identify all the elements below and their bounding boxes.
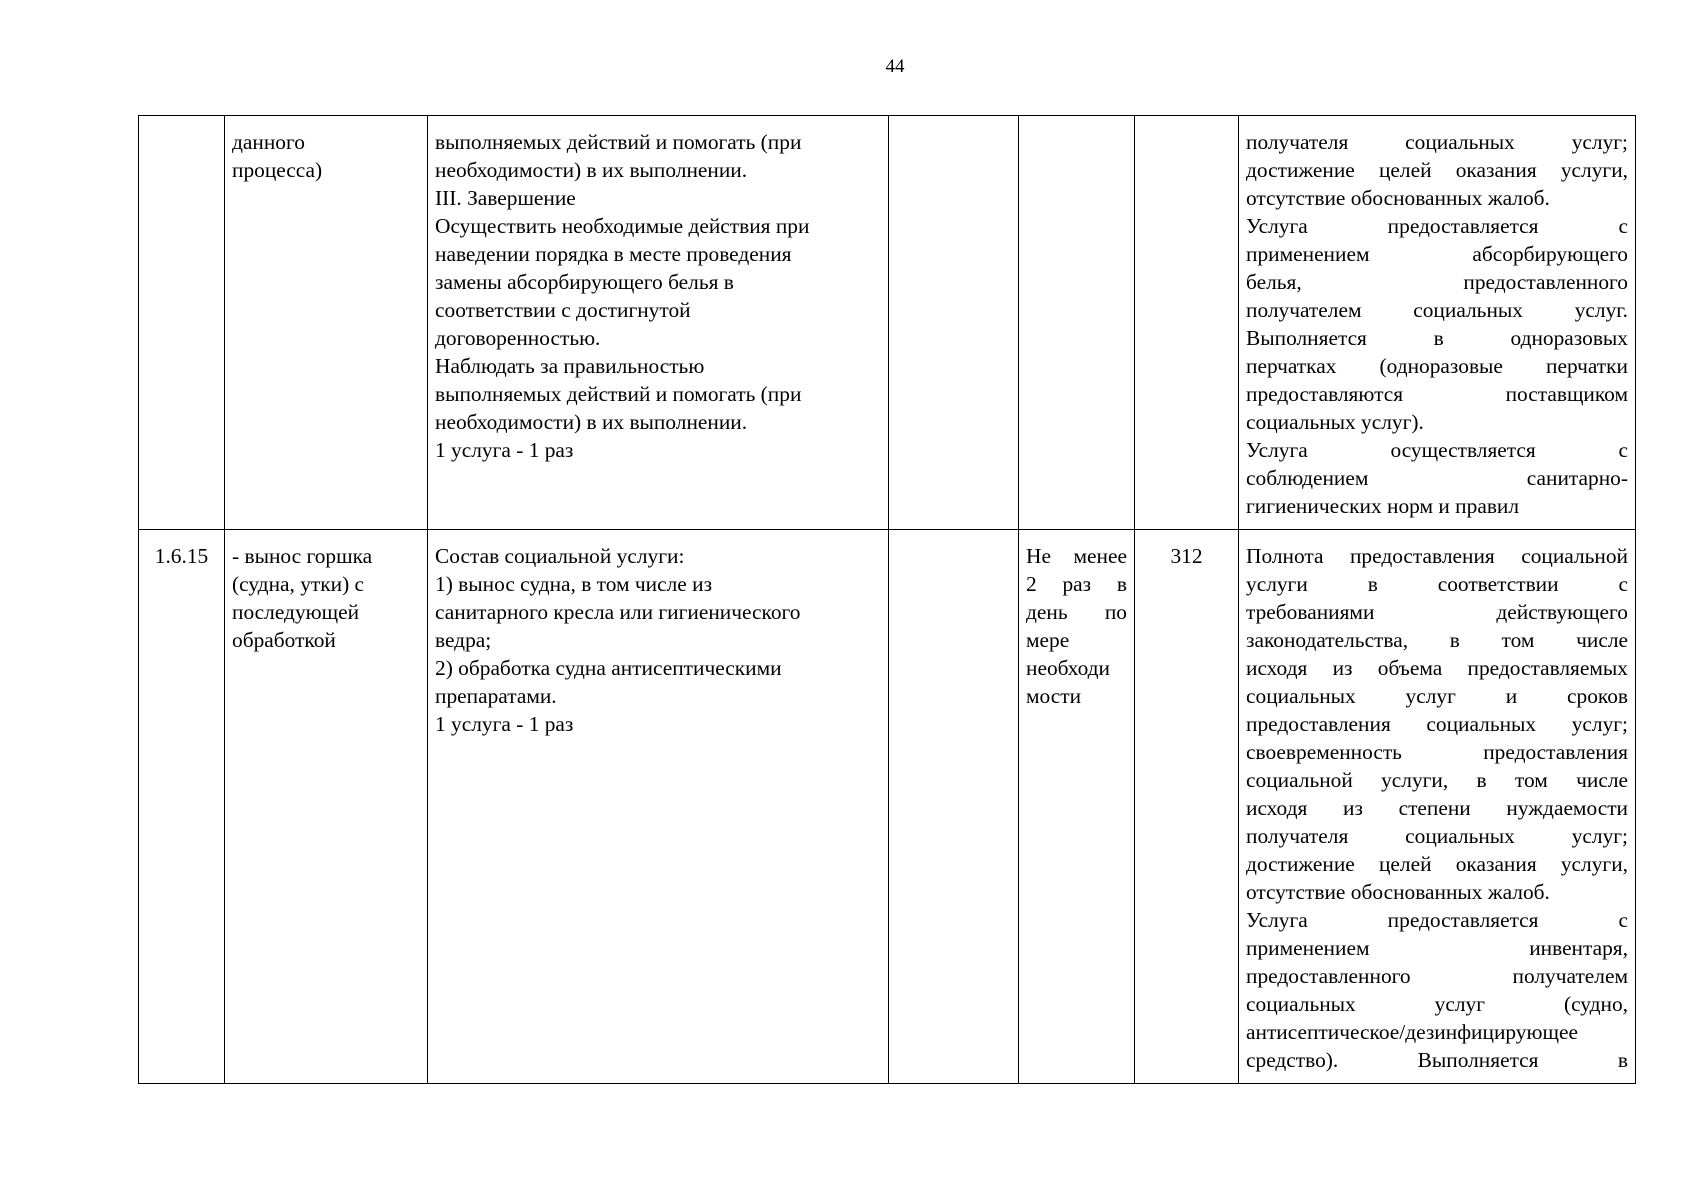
text-line: выполняемых действий и помогать (при <box>435 382 802 406</box>
text-line: гигиенических норм и правил <box>1246 494 1520 518</box>
text-line: достижение целей оказания услуги, <box>1246 158 1628 182</box>
table-row <box>139 116 1636 530</box>
frequency <box>1026 542 1127 710</box>
table-row <box>139 530 1636 1084</box>
text-line: предоставляются поставщиком <box>1246 382 1628 406</box>
text-line: Не менее <box>1026 544 1127 568</box>
text-line: 2 раз в <box>1026 572 1127 596</box>
service-content-cell <box>428 530 889 1084</box>
text-line: обработкой <box>232 628 336 652</box>
text-line: средство). Выполняется в <box>1246 1048 1628 1072</box>
text-line: данного <box>232 130 305 154</box>
text-line: мере <box>1026 628 1070 652</box>
text-line: последующей <box>232 600 360 624</box>
quality-cell <box>1239 530 1636 1084</box>
quality-indicators <box>1246 542 1628 1074</box>
text-line: Полнота предоставления социальной <box>1246 544 1628 568</box>
text-line: Наблюдать за правильностью <box>435 354 705 378</box>
text-line: - вынос горшка <box>232 544 373 568</box>
text-line: 2) обработка судна антисептическими <box>435 656 782 680</box>
text-line: мости <box>1026 684 1082 708</box>
text-line: перчатках (одноразовые перчатки <box>1246 354 1628 378</box>
service-content-cell <box>428 116 889 530</box>
text-line: 1 услуга - 1 раз <box>435 438 574 462</box>
frequency-cell <box>1019 116 1135 530</box>
service-name <box>232 128 420 184</box>
page-number: 44 <box>885 56 905 77</box>
text-line: услуги в соответствии с <box>1246 572 1628 596</box>
text-line: препаратами. <box>435 684 557 708</box>
service-content <box>435 542 881 738</box>
text-line: получателя социальных услуг; <box>1246 824 1628 848</box>
text-line: необходимости) в их выполнении. <box>435 158 748 182</box>
text-line: предоставленного получателем <box>1246 964 1628 988</box>
text-line: своевременность предоставления <box>1246 740 1628 764</box>
text-line: (судна, утки) с <box>232 572 365 596</box>
text-line: Услуга осуществляется с <box>1246 438 1628 462</box>
text-line: выполняемых действий и помогать (при <box>435 130 802 154</box>
text-line: необходимости) в их выполнении. <box>435 410 748 434</box>
text-line: Услуга предоставляется с <box>1246 908 1628 932</box>
quality-cell <box>1239 116 1636 530</box>
text-line: исходя из степени нуждаемости <box>1246 796 1628 820</box>
text-line: отсутствие обоснованных жалоб. <box>1246 186 1550 210</box>
text-line: требованиями действующего <box>1246 600 1628 624</box>
text-line: отсутствие обоснованных жалоб. <box>1246 880 1550 904</box>
text-line: наведении порядка в месте проведения <box>435 242 792 266</box>
service-name-cell <box>225 116 428 530</box>
service-name-cell <box>225 530 428 1084</box>
quality-indicators <box>1246 128 1628 520</box>
text-line: договоренностью. <box>435 326 601 350</box>
text-line: соблюдением санитарно- <box>1246 466 1628 490</box>
text-line: применением инвентаря, <box>1246 936 1628 960</box>
text-line: замены абсорбирующего белья в <box>435 270 734 294</box>
text-line: необходи <box>1026 656 1110 680</box>
text-line: ведра; <box>435 628 492 652</box>
text-line: получателя социальных услуг; <box>1246 130 1628 154</box>
text-line: Осуществить необходимые действия при <box>435 214 810 238</box>
tariff-cell <box>1135 116 1239 530</box>
tariff-cell: 312 <box>1135 530 1239 1084</box>
row-number-cell: 1.6.15 <box>139 530 225 1084</box>
text-line: предоставления социальных услуг; <box>1246 712 1628 736</box>
text-line: 1 услуга - 1 раз <box>435 712 574 736</box>
text-line: Выполняется в одноразовых <box>1246 326 1628 350</box>
text-line: белья, предоставленного <box>1246 270 1628 294</box>
text-line: соответствии с достигнутой <box>435 298 691 322</box>
text-line: процесса) <box>232 158 323 182</box>
text-line: социальной услуги, в том числе <box>1246 768 1628 792</box>
service-content <box>435 128 881 464</box>
frequency-cell <box>1019 530 1135 1084</box>
text-line: исходя из объема предоставляемых <box>1246 656 1628 680</box>
services-table <box>138 115 1636 1084</box>
text-line: социальных услуг (судно, <box>1246 992 1628 1016</box>
text-line: социальных услуг и сроков <box>1246 684 1628 708</box>
text-line: Услуга предоставляется с <box>1246 214 1628 238</box>
text-line: получателем социальных услуг. <box>1246 298 1628 322</box>
text-line: III. Завершение <box>435 186 576 210</box>
empty-cell <box>889 116 1019 530</box>
text-line: применением абсорбирующего <box>1246 242 1628 266</box>
text-line: законодательства, в том числе <box>1246 628 1628 652</box>
text-line: 1) вынос судна, в том числе из <box>435 572 713 596</box>
text-line: Состав социальной услуги: <box>435 544 685 568</box>
text-line: антисептическое/дезинфицирующее <box>1246 1020 1578 1044</box>
empty-cell <box>889 530 1019 1084</box>
row-number-cell <box>139 116 225 530</box>
text-line: день по <box>1026 600 1127 624</box>
text-line: санитарного кресла или гигиенического <box>435 600 801 624</box>
service-name <box>232 542 420 654</box>
text-line: достижение целей оказания услуги, <box>1246 852 1628 876</box>
text-line: социальных услуг). <box>1246 410 1424 434</box>
